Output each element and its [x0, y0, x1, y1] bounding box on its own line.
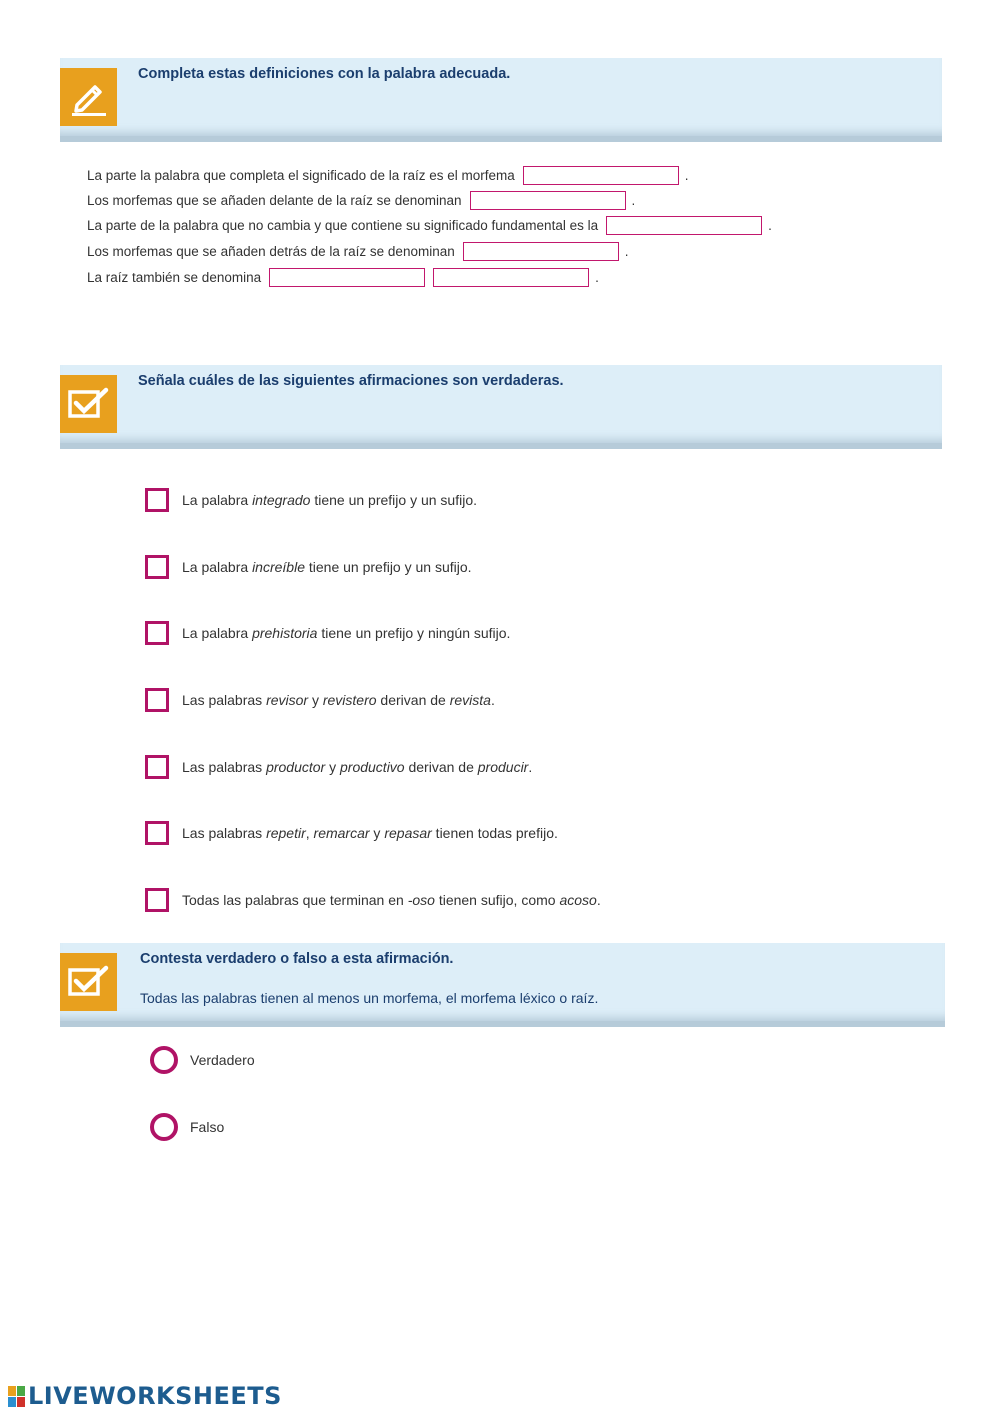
- checkbox[interactable]: [145, 555, 169, 579]
- answer-input[interactable]: [523, 166, 679, 185]
- fill-line: [87, 240, 629, 262]
- fill-line: [87, 214, 772, 236]
- period: .: [768, 217, 772, 233]
- radio-button[interactable]: [150, 1046, 178, 1074]
- liveworksheets-logo: [8, 1382, 282, 1410]
- option-label: Verdadero: [190, 1052, 255, 1068]
- check-item: [145, 621, 510, 645]
- item-text: Las palabras repetir, remarcar y repasar tienen todas prefijo.: [182, 825, 558, 841]
- badge: [60, 68, 117, 126]
- pencil-icon: [67, 75, 111, 119]
- item-text: La palabra increíble tiene un prefijo y un sufijo.: [182, 559, 472, 575]
- section-header-true-statements: [60, 365, 942, 449]
- item-text: Las palabras revisor y revistero derivan de revista.: [182, 692, 495, 708]
- answer-input[interactable]: [606, 216, 762, 235]
- check-item: [145, 821, 558, 845]
- item-text: La palabra integrado tiene un prefijo y un sufijo.: [182, 492, 477, 508]
- period: .: [624, 243, 629, 259]
- checkbox[interactable]: [145, 488, 169, 512]
- fill-line: [87, 189, 635, 211]
- line-text: La parte la palabra que completa el significado de la raíz es el morfema: [87, 167, 515, 183]
- checkbox[interactable]: [145, 888, 169, 912]
- period: .: [595, 269, 599, 285]
- fill-line: [87, 266, 599, 288]
- check-item: [145, 488, 477, 512]
- badge: [60, 953, 117, 1011]
- check-item: [145, 555, 472, 579]
- radio-option-false[interactable]: [150, 1113, 224, 1141]
- checkbox[interactable]: [145, 821, 169, 845]
- check-item: [145, 688, 495, 712]
- line-text: La raíz también se denomina: [87, 269, 262, 285]
- section-title: Señala cuáles de las siguientes afirmaciones son verdaderas.: [138, 373, 564, 389]
- section-header-complete: [60, 58, 942, 142]
- item-text: Las palabras productor y productivo derivan de producir.: [182, 759, 533, 775]
- answer-input[interactable]: [470, 191, 626, 210]
- answer-input[interactable]: [269, 268, 425, 287]
- checkbox[interactable]: [145, 621, 169, 645]
- item-text: Todas las palabras que terminan en -oso tienen sufijo, como acoso.: [182, 892, 601, 908]
- period: .: [631, 192, 636, 208]
- logo-mark-icon: [8, 1386, 25, 1407]
- check-item: [145, 755, 532, 779]
- line-text: La parte de la palabra que no cambia y que contiene su significado fundamental es la: [87, 217, 599, 233]
- item-text: La palabra prehistoria tiene un prefijo y ningún sufijo.: [182, 625, 511, 641]
- option-label: Falso: [190, 1119, 225, 1135]
- section-title: Completa estas definiciones con la palabra adecuada.: [138, 66, 511, 82]
- statement-text: Todas las palabras tienen al menos un morfema, el morfema léxico o raíz.: [140, 990, 599, 1006]
- answer-input[interactable]: [463, 242, 619, 261]
- section-header-true-false: [60, 943, 945, 1027]
- line-text: Los morfemas que se añaden delante de la raíz se denominan: [87, 192, 462, 208]
- period: .: [684, 167, 689, 183]
- radio-button[interactable]: [150, 1113, 178, 1141]
- badge: [60, 375, 117, 433]
- checkbox-icon: [66, 962, 112, 1002]
- check-item: [145, 888, 601, 912]
- checkbox-icon: [66, 384, 112, 424]
- radio-option-true[interactable]: [150, 1046, 255, 1074]
- logo-text: LIVEWORKSHEETS: [28, 1382, 282, 1410]
- fill-line: [87, 164, 689, 186]
- checkbox[interactable]: [145, 755, 169, 779]
- answer-input[interactable]: [433, 268, 589, 287]
- checkbox[interactable]: [145, 688, 169, 712]
- section-title: Contesta verdadero o falso a esta afirmación.: [140, 951, 454, 967]
- line-text: Los morfemas que se añaden detrás de la raíz se denominan: [87, 243, 455, 259]
